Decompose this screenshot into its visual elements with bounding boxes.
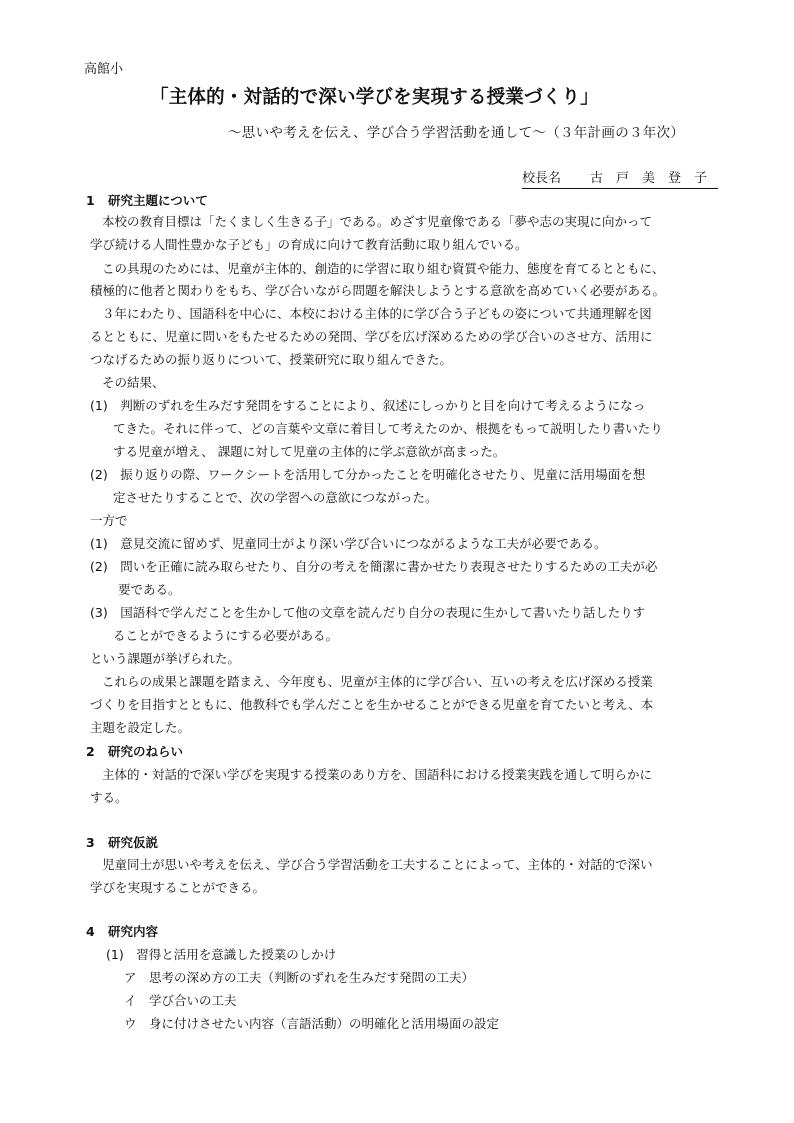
document-subtitle: ～思いや考えを伝え、学び合う学習活動を通して～（３年計画の３年次） [228,125,685,141]
body-line: (1) 意見交流に留めず、児童同士がより深い学び合いにつながるような工夫が必要である。 [90,536,607,551]
body-line: 積極的に他者と関わりをもち、学び合いながら問題を解決しようとする意欲を高めていく必要がある。 [90,283,666,298]
body-line: する児童が増え、 課題に対して児童の主体的に学ぶ意欲が高まった。 [113,444,506,459]
body-line: 主体的・対話的で深い学びを実現する授業のあり方を、国語科における授業実践を通して明らかに [102,767,653,782]
body-line: これらの成果と課題を踏まえ、今年度も、児童が主体的に学び合い、互いの考えを広げ深める授業 [102,674,653,689]
section-number: 3 [86,835,95,850]
body-line: (1) 習得と活用を意識した授業のしかけ [106,947,337,962]
body-line: 児童同士が思いや考えを伝え、学び合う学習活動を工夫することによって、主体的・対話的で深い [102,857,653,872]
body-line: ウ 身に付けさせたい内容（言語活動）の明確化と活用場面の設定 [124,1016,500,1031]
body-line: という課題が挙げられた。 [90,651,241,666]
section-4-heading [86,924,158,940]
school-name: 高館小 [84,62,124,77]
principal-name: 古戸美登子 [590,171,721,186]
body-line: 要である。 [118,582,181,597]
body-line: 定させたりすることで、次の学習への意欲につながった。 [113,490,438,505]
document-title: 「主体的・対話的で深い学びを実現する授業づくり」 [150,87,599,108]
body-line: その結果、 [102,375,165,390]
body-line: この具現のためには、児童が主体的、創造的に学習に取り組む資質や能力、態度を育てるとともに、 [102,261,665,276]
body-line: ることができるようにする必要がある。 [113,628,339,643]
section-1-heading [86,193,208,209]
section-title: 研究内容 [108,924,159,939]
body-line: 一方で [90,513,128,528]
body-line: (1) 判断のずれを生みだす発問をすることにより、叙述にしっかりと目を向けて考えるようになっ [90,398,646,413]
section-title: 研究主題について [108,193,208,208]
body-line: てきた。それに伴って、どの言葉や文章に着目して考えたのか、根拠をもって説明したり書いたり [113,421,663,436]
body-line: るとともに、児童に問いをもたせるための発問、学びを広げ深めるための学び合いのさせ方、活用に [90,329,653,344]
section-number: 2 [86,744,95,759]
section-2-heading [86,744,183,760]
section-title: 研究仮説 [108,835,159,850]
body-line: づくりを目指すとともに、他教科でも学んだことを生かせることができる児童を育てたいと考え、本 [90,697,654,712]
body-line: 主題を設定した。 [90,720,191,735]
body-line: 学び続ける人間性豊かな子ども」の育成に向けて教育活動に取り組んでいる。 [90,237,528,252]
section-number: 1 [86,193,95,208]
section-title: 研究のねらい [108,744,184,759]
body-line: する。 [90,790,128,805]
body-line: ３年にわたり、国語科を中心に、本校における主体的に学び合う子どもの姿について共通理解を図 [102,306,652,321]
body-line: (3) 国語科で学んだことを生かして他の文章を読んだり自分の表現に生かして書いたり話したりす [90,605,646,620]
body-line: 学びを実現することができる。 [90,880,266,895]
body-line: (2) 問いを正確に読み取らせたり、自分の考えを簡潔に書かせたり表現させたりするための工夫が必 [90,559,658,574]
principal-line [522,171,721,189]
body-line: ア 思考の深め方の工夫（判断のずれを生みだす発問の工夫） [124,970,475,985]
principal-label: 校長名 [522,171,562,186]
body-line: (2) 振り返りの際、ワークシートを活用して分かったことを明確化させたり、児童に活用場面を想 [90,467,646,482]
section-3-heading [86,835,158,851]
body-line: 本校の教育目標は「たくましく生きる子」である。めざす児童像である「夢や志の実現に向かって [102,214,653,229]
body-line: つなげるための振り返りについて、授業研究に取り組んできた。 [90,352,453,367]
section-number: 4 [86,924,95,939]
body-line: イ 学び合いの工夫 [124,993,237,1008]
